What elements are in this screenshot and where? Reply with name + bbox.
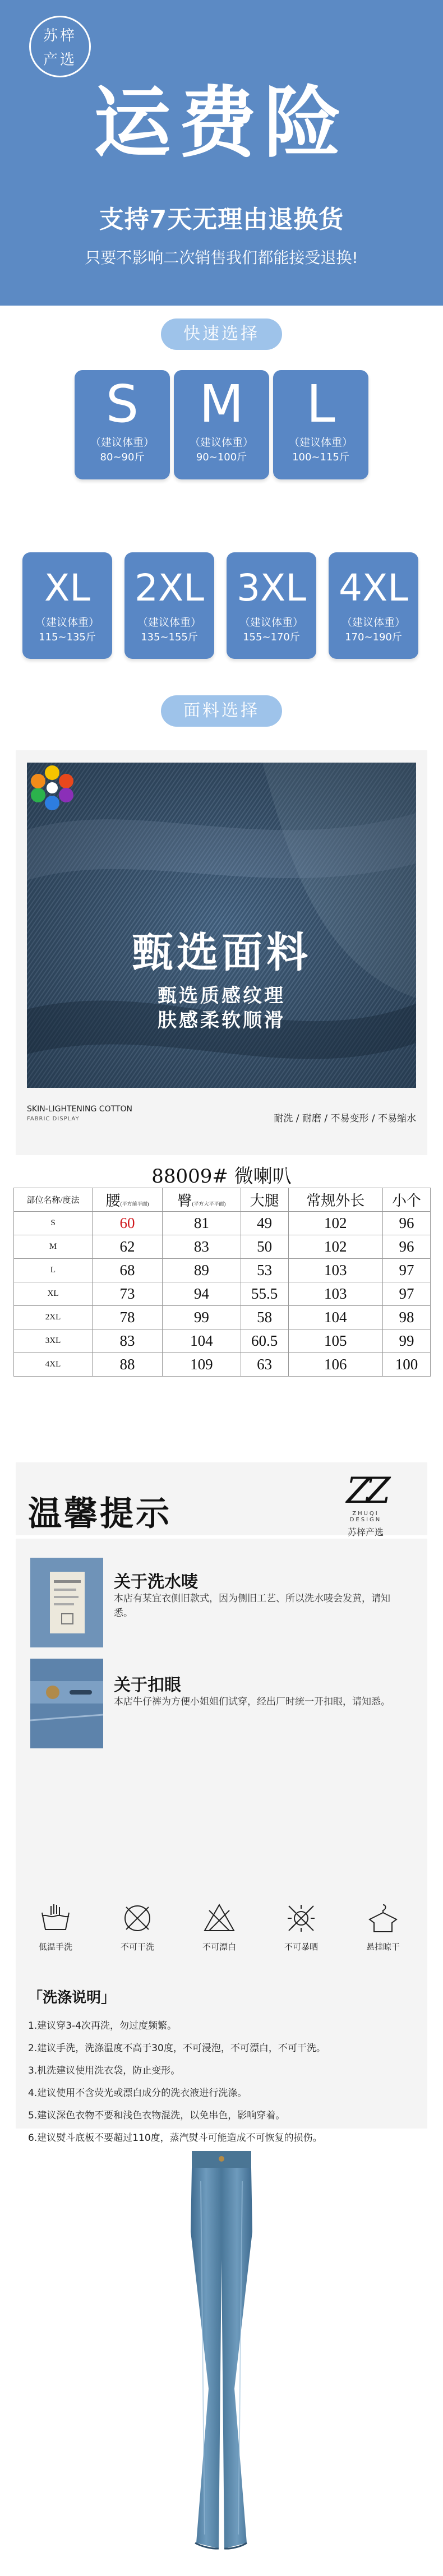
cell: 99	[382, 1329, 430, 1353]
wash-label-photo	[30, 1558, 103, 1647]
size-letter: L	[306, 374, 335, 434]
size-card-xl[interactable]	[22, 552, 112, 659]
denim-texture-image	[27, 763, 416, 1088]
tips-heading: 温馨提示	[28, 1494, 172, 1534]
row-size: 3XL	[14, 1329, 93, 1353]
cell: 97	[382, 1259, 430, 1282]
care-hang-dry	[352, 1903, 414, 1952]
cell: 83	[163, 1235, 241, 1259]
size-sub: （建议体重）	[137, 616, 201, 629]
size-range: 80~90斤	[100, 451, 145, 463]
col-label: 臀	[177, 1193, 192, 1209]
brand-logo	[29, 16, 91, 77]
care-label: 悬挂晾干	[366, 1942, 400, 1952]
cell: 62	[93, 1235, 163, 1259]
no-sun-icon	[284, 1903, 318, 1934]
button-hole-photo	[30, 1659, 103, 1748]
col-waist	[93, 1188, 163, 1212]
size-card-2xl[interactable]	[124, 552, 214, 659]
list-item: 6.建议熨斗底板不要超过110度，蒸汽熨斗可能造成不可恢复的损伤。	[28, 2132, 322, 2144]
care-no-dry-clean	[107, 1903, 168, 1952]
care-hand-wash	[25, 1903, 86, 1952]
fabric-line1: 甄选质感纹理	[158, 985, 285, 1007]
fabric-line2: 肤感柔软顺滑	[158, 1009, 285, 1032]
table-row	[14, 1329, 431, 1353]
cell: 55.5	[241, 1282, 288, 1306]
table-row	[14, 1306, 431, 1329]
row-size: 4XL	[14, 1353, 93, 1377]
care-label: 不可干洗	[120, 1942, 154, 1952]
list-item: 2.建议手洗，洗涤温度不高于30度，不可浸泡，不可漂白，不可干洗。	[28, 2043, 326, 2054]
size-sub: （建议体重）	[288, 436, 353, 449]
cell: 103	[288, 1282, 382, 1306]
table-corner: 部位名称/度法	[14, 1188, 93, 1212]
size-sub: （建议体重）	[341, 616, 405, 629]
brand-mark	[338, 1471, 394, 1538]
size-sub: （建议体重）	[239, 616, 303, 629]
cell: 88	[93, 1353, 163, 1377]
row-size: S	[14, 1212, 93, 1235]
brand-cn: 苏梓产选	[347, 1527, 384, 1538]
col-thigh: 大腿	[241, 1188, 288, 1212]
size-card-4xl[interactable]	[329, 552, 418, 659]
col-note: (平方大平平面)	[192, 1201, 226, 1207]
fabric-en-title: SKIN-LIGHTENING COTTON	[27, 1105, 132, 1114]
cell: 63	[241, 1353, 288, 1377]
warm-tips-panel	[16, 1462, 427, 2144]
size-range: 115~135斤	[39, 631, 96, 643]
size-card-l[interactable]	[273, 370, 368, 479]
row-size: 2XL	[14, 1306, 93, 1329]
cell: 99	[163, 1306, 241, 1329]
button-hole-image	[30, 1659, 103, 1748]
table-row	[14, 1212, 431, 1235]
cell: 81	[163, 1212, 241, 1235]
cell: 60	[93, 1212, 163, 1235]
cell: 53	[241, 1259, 288, 1282]
wash-instructions-list	[28, 2015, 421, 2149]
cell: 102	[288, 1235, 382, 1259]
tip-text-button-hole: 本店牛仔裤为方便小姐姐们试穿，经出厂时统一开扣眼，请知悉。	[114, 1696, 390, 1707]
cell: 94	[163, 1282, 241, 1306]
quick-select-heading: 快速选择	[161, 318, 282, 350]
cell: 50	[241, 1235, 288, 1259]
col-label: 腰	[105, 1193, 121, 1209]
size-letter: 4XL	[339, 566, 408, 610]
tip-text-wash-label: 本店有某宜衣侧旧款式，因为侧旧工艺、所以洗水唛会发黄，请知悉。	[114, 1593, 390, 1619]
zz-logo-icon: ZZ	[346, 1470, 385, 1512]
table-row	[14, 1353, 431, 1377]
size-card-s[interactable]	[75, 370, 170, 479]
care-label: 低温手洗	[38, 1942, 72, 1952]
cell: 97	[382, 1282, 430, 1306]
care-icons-row	[16, 1903, 427, 1981]
flare-jeans-illustration	[168, 2148, 275, 2557]
cell: 58	[241, 1306, 288, 1329]
size-sub: （建议体重）	[189, 436, 253, 449]
logo-line1: 苏梓	[43, 27, 77, 44]
size-sub: （建议体重）	[90, 436, 154, 449]
cell: 78	[93, 1306, 163, 1329]
size-table	[13, 1188, 431, 1377]
care-label: 不可漂白	[202, 1942, 236, 1952]
size-range: 135~155斤	[141, 631, 198, 643]
cell: 89	[163, 1259, 241, 1282]
size-range: 100~115斤	[292, 451, 349, 463]
table-row	[14, 1259, 431, 1282]
wash-label-image	[30, 1558, 103, 1647]
cell: 96	[382, 1235, 430, 1259]
wash-instructions-heading: 「洗涤说明」	[28, 1989, 116, 2006]
cell: 98	[382, 1306, 430, 1329]
list-item: 5.建议深色衣物不要和浅色衣物混洗，以免串色，影响穿着。	[28, 2110, 285, 2121]
logo-line2: 产选	[43, 52, 77, 68]
no-dry-clean-icon	[121, 1903, 154, 1934]
row-size: M	[14, 1235, 93, 1259]
col-petite: 小个	[382, 1188, 430, 1212]
size-card-m[interactable]	[174, 370, 269, 479]
fabric-tags: 耐洗 / 耐磨 / 不易变形 / 不易缩水	[274, 1113, 416, 1124]
size-card-3xl[interactable]	[227, 552, 316, 659]
row-size: L	[14, 1259, 93, 1282]
size-letter: M	[199, 374, 244, 434]
banner-subtitle: 支持7天无理由退换货	[99, 205, 344, 234]
cell: 104	[288, 1306, 382, 1329]
jeans-product-image	[168, 2148, 275, 2557]
shipping-insurance-banner	[0, 0, 443, 306]
col-hip	[163, 1188, 241, 1212]
cell: 68	[93, 1259, 163, 1282]
cell: 109	[163, 1353, 241, 1377]
cell: 102	[288, 1212, 382, 1235]
size-letter: S	[105, 374, 139, 434]
table-row	[14, 1235, 431, 1259]
color-dots-icon	[27, 763, 77, 813]
cell: 49	[241, 1212, 288, 1235]
col-length: 常规外长	[288, 1188, 382, 1212]
size-range: 155~170斤	[243, 631, 300, 643]
size-letter: XL	[44, 566, 90, 610]
care-no-sun	[270, 1903, 332, 1952]
col-note: (平方前平面)	[120, 1201, 149, 1207]
cell: 103	[288, 1259, 382, 1282]
cell: 96	[382, 1212, 430, 1235]
cell: 100	[382, 1353, 430, 1377]
size-sub: （建议体重）	[35, 616, 99, 629]
care-label: 不可暴晒	[284, 1942, 318, 1952]
size-letter: 2XL	[135, 566, 204, 610]
list-item: 1.建议穿3-4次再洗，勿过度频繁。	[28, 2020, 177, 2032]
banner-title: 运费险	[93, 78, 349, 168]
cell: 106	[288, 1353, 382, 1377]
hand-wash-icon	[39, 1903, 72, 1934]
brand-en: ZHUQI DESIGN	[349, 1511, 382, 1523]
fabric-panel	[16, 750, 427, 1155]
cell: 73	[93, 1282, 163, 1306]
cell: 83	[93, 1329, 163, 1353]
size-range: 170~190斤	[345, 631, 402, 643]
care-no-bleach	[188, 1903, 250, 1952]
cell: 60.5	[241, 1329, 288, 1353]
fabric-heading: 面料选择	[161, 695, 282, 727]
cell: 104	[163, 1329, 241, 1353]
fabric-title: 甄选面料	[132, 929, 311, 977]
tip-title-button-hole: 关于扣眼	[114, 1675, 181, 1695]
table-header-row	[14, 1188, 431, 1212]
size-letter: 3XL	[237, 566, 306, 610]
cell: 105	[288, 1329, 382, 1353]
list-item: 4.建议使用不含荧光或漂白成分的洗衣液进行洗涤。	[28, 2088, 247, 2099]
table-row	[14, 1282, 431, 1306]
hang-dry-icon	[366, 1903, 400, 1934]
size-range: 90~100斤	[196, 451, 247, 463]
size-table-title: 88009# 微喇叭	[151, 1165, 292, 1188]
no-bleach-icon	[202, 1903, 236, 1934]
tip-title-wash-label: 关于洗水唛	[114, 1572, 198, 1592]
row-size: XL	[14, 1282, 93, 1306]
banner-note: 只要不影响二次销售我们都能接受退换!	[85, 248, 358, 267]
fabric-en-sub: FABRIC DISPLAY	[27, 1116, 80, 1122]
list-item: 3.机洗建议使用洗衣袋，防止变形。	[28, 2065, 181, 2076]
